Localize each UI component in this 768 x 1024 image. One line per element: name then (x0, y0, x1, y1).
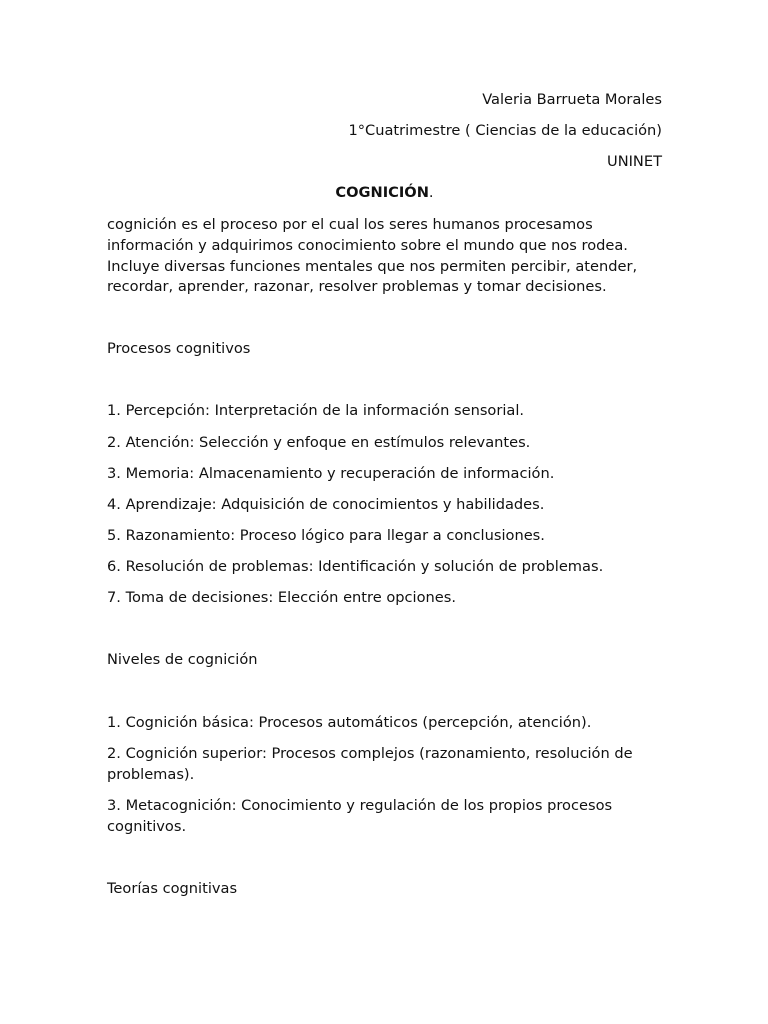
list-item: 4. Aprendizaje: Adquisición de conocimientos y habilidades. (107, 496, 545, 513)
intro-line: cognición es el proceso por el cual los seres humanos procesamos (107, 216, 593, 233)
list-item-continuation: cognitivos. (107, 818, 187, 835)
intro-line: Incluye diversas funciones mentales que nos permiten percibir, atender, (107, 258, 638, 275)
section-heading-procesos: Procesos cognitivos (107, 340, 251, 357)
list-item: 3. Metacognición: Conocimiento y regulación de los propios procesos (107, 797, 613, 814)
list-item: 6. Resolución de problemas: Identificación y solución de problemas. (107, 558, 604, 575)
list-item: 5. Razonamiento: Proceso lógico para llegar a conclusiones. (107, 527, 545, 544)
document-page (107, 0, 662, 1024)
title-suffix: . (428, 184, 434, 201)
list-item: 2. Atención: Selección y enfoque en estímulos relevantes. (107, 434, 531, 451)
author-name: Valeria Barrueta Morales (482, 91, 662, 108)
document-title (107, 183, 662, 204)
list-item-continuation: problemas). (107, 766, 195, 783)
course-name: 1°Cuatrimestre ( Ciencias de la educación) (348, 122, 662, 139)
list-item: 3. Memoria: Almacenamiento y recuperación de información. (107, 465, 555, 482)
intro-line: información y adquirimos conocimiento sobre el mundo que nos rodea. (107, 237, 628, 254)
list-item: 1. Percepción: Interpretación de la información sensorial. (107, 402, 525, 419)
institution-name: UNINET (607, 153, 662, 170)
title-text: COGNICIÓN (335, 184, 429, 201)
list-item: 7. Toma de decisiones: Elección entre opciones. (107, 589, 456, 606)
section-heading-teorias: Teorías cognitivas (107, 880, 238, 897)
list-item: 2. Cognición superior: Procesos complejos (razonamiento, resolución de (107, 745, 633, 762)
intro-line: recordar, aprender, razonar, resolver problemas y tomar decisiones. (107, 278, 607, 295)
list-item: 1. Cognición básica: Procesos automáticos (percepción, atención). (107, 714, 592, 731)
section-heading-niveles: Niveles de cognición (107, 651, 258, 668)
